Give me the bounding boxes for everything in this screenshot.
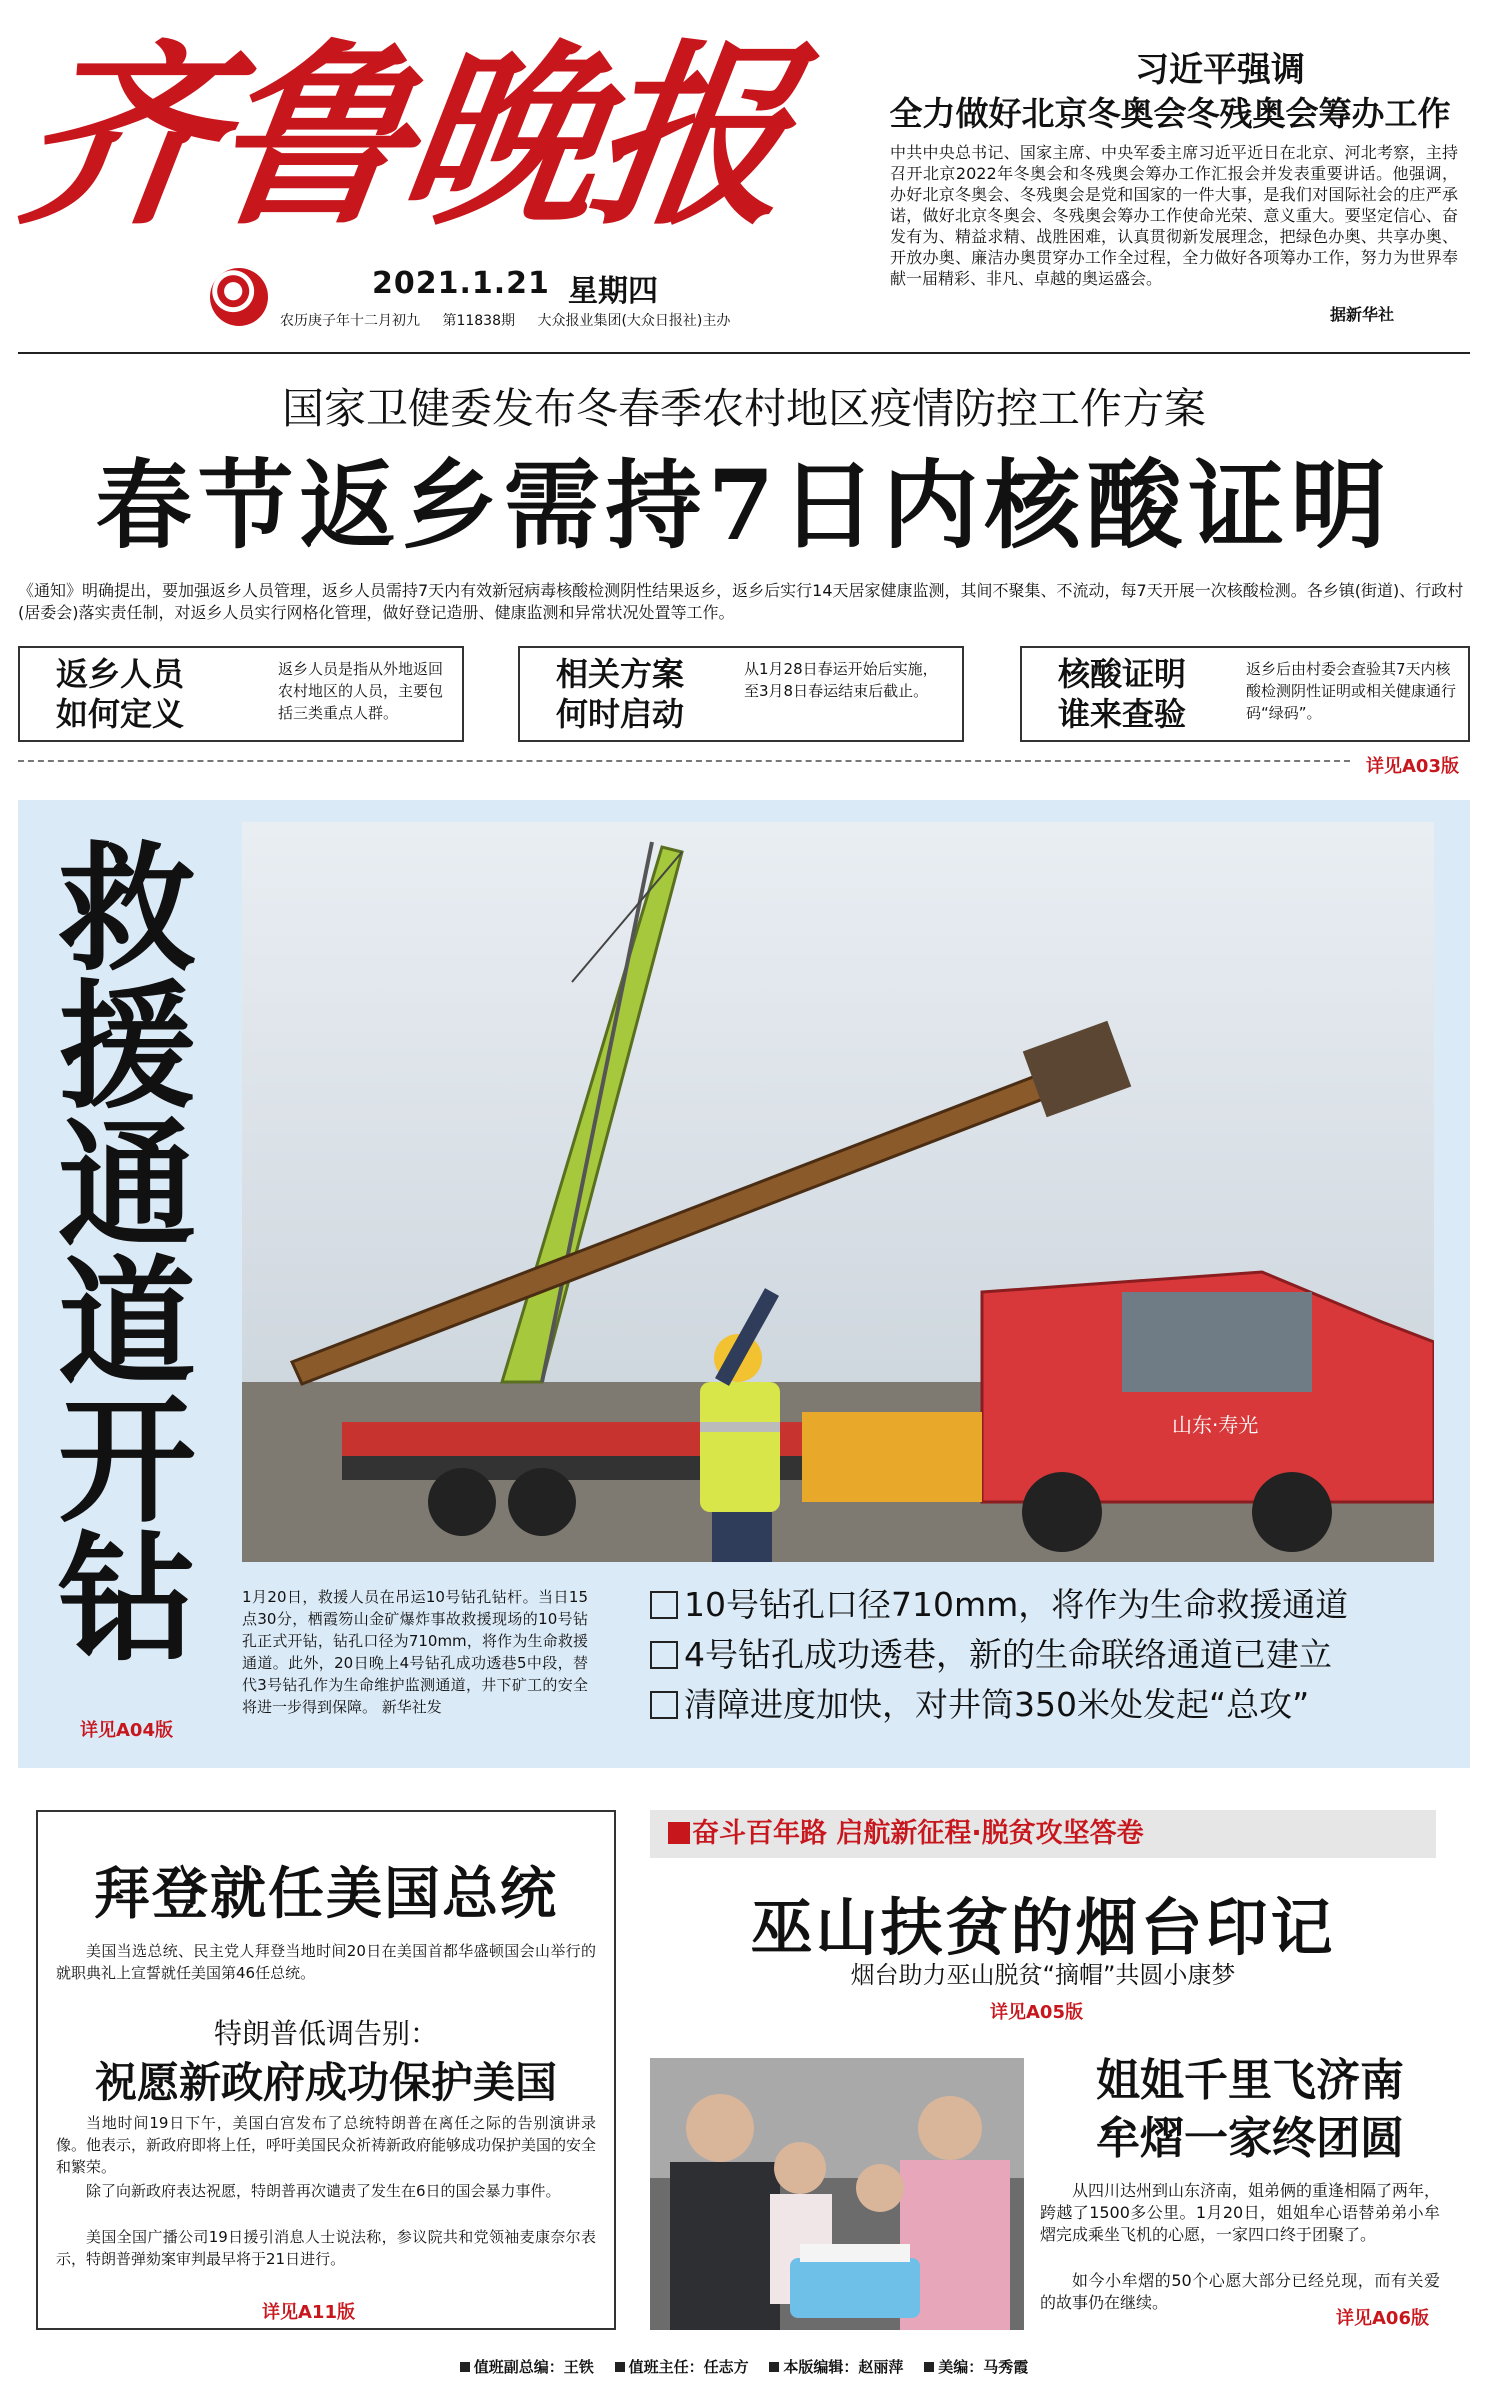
xi-title: 习近平强调 xyxy=(1135,50,1305,90)
see-page-link[interactable]: 详见A04版 xyxy=(80,1720,173,1741)
xi-body: 中共中央总书记、国家主席、中央军委主席习近平近日在北京、河北考察，主持召开北京2022年冬奥会和冬残奥会筹办工作汇报会并发表重要讲话。他强调，办好北京冬奥会、冬残奥会是党和国家的一件大事，是我们对国际社会的庄严承诺，做好北京冬奥会、冬残奥会筹办工作使命光荣、意义重大。要坚定信心、奋发有为、精益求精、战胜困难，认真贯彻新发展理念，把绿色办奥、共享办奥、开放办奥、廉洁办奥贯穿办工作全过程，全力做好各项筹办工作，努力为世界奉献一届精彩、非凡、卓越的奥运盛会。 xyxy=(890,143,1458,288)
info-box-title: 核酸证明 谁来查验 xyxy=(1058,655,1187,733)
poverty-subhead: 烟台助力巫山脱贫“摘帽”共圆小康梦 xyxy=(850,1961,1236,1989)
editor-credits xyxy=(0,2356,1488,2377)
lead-notice: 《通知》明确提出，要加强返乡人员管理，返乡人员需持7天内有效新冠病毒核酸检测阴性结果返乡，返乡后实行14天居家健康监测，其间不聚集、不流动，每7天开展一次核酸检测。各乡镇(街道)、行政村(居委会)落实责任制，对返乡人员实行网格化管理，做好登记造册、健康监测和异常状况处置等工作。 xyxy=(18,581,1464,622)
checkbox-icon xyxy=(650,1591,678,1619)
list-item: 10号钻孔口径710mm，将作为生命救援通道 xyxy=(650,1580,1450,1630)
trump-subhead: 特朗普低调告别： xyxy=(213,2017,438,2050)
info-box-text: 返乡后由村委会查验其7天内核酸检测阴性证明或相关健康通行码“绿码”。 xyxy=(1246,660,1457,722)
poverty-headline[interactable]: 巫山扶贫的烟台印记 xyxy=(750,1891,1336,1964)
square-bullet-icon xyxy=(924,2362,934,2372)
see-page-link[interactable]: 详见A03版 xyxy=(1366,756,1459,777)
info-box-text: 从1月28日春运开始后实施，至3月8日春运结束后截止。 xyxy=(744,660,938,700)
issue-date: 2021.1.21 xyxy=(372,266,550,301)
info-box-title: 相关方案 何时启动 xyxy=(556,655,685,733)
trump-paragraph: 除了向新政府表达祝愿，特朗普再次谴责了发生在6日的国会暴力事件。 xyxy=(86,2182,561,2200)
family-photo xyxy=(650,2058,1024,2330)
credit-item: 值班主任：任志方 xyxy=(615,2358,749,2376)
lead-divider xyxy=(18,760,1350,762)
list-item: 清障进度加快，对井筒350米处发起“总攻” xyxy=(650,1680,1450,1730)
newspaper-logo: 齐鲁晚报 xyxy=(7,22,801,252)
see-page-link[interactable]: 详见A11版 xyxy=(262,2302,355,2323)
masthead-divider xyxy=(18,352,1470,354)
info-box-1 xyxy=(18,646,464,742)
publisher: 大众报业集团(大众日报社)主办 xyxy=(537,313,731,329)
xi-source: 据新华社 xyxy=(1330,305,1395,324)
trump-paragraph: 美国全国广播公司19日援引消息人士说法称，参议院共和党领袖麦康奈尔表示，特朗普弹劾案审判最早将于21日进行。 xyxy=(56,2228,596,2268)
list-item: 4号钻孔成功透巷，新的生命联络通道已建立 xyxy=(650,1630,1450,1680)
checkbox-icon xyxy=(650,1691,678,1719)
sister-paragraph: 如今小牟熠的50个心愿大部分已经兑现，而有关爱的故事仍在继续。 xyxy=(1040,2271,1440,2312)
logo-emblem-icon xyxy=(210,268,268,326)
see-page-link[interactable]: 详见A06版 xyxy=(1336,2308,1429,2329)
issue-number: 第11838期 xyxy=(442,313,515,329)
checkbox-icon xyxy=(650,1641,678,1669)
sister-paragraph: 从四川达州到山东济南，姐弟俩的重逢相隔了两年，跨越了1500多公里。1月20日，姐姐牟心语替弟弟小牟熠完成乘坐飞机的心愿，一家四口终于团聚了。 xyxy=(1040,2181,1441,2244)
rescue-caption: 1月20日，救援人员在吊运10号钻孔钻杆。当日15点30分，栖霞笏山金矿爆炸事故救援现场的10号钻孔正式开钻，钻孔口径为710mm，将作为生命救援通道。此外，20日晚上4号钻孔成功透巷5中段，替代3号钻孔作为生命维护监测通道，井下矿工的安全将进一步得到保障。 新华社发 xyxy=(242,1588,588,1716)
see-page-link[interactable]: 详见A05版 xyxy=(990,2002,1083,2023)
lead-subhead: 国家卫健委发布冬春季农村地区疫情防控工作方案 xyxy=(281,384,1206,433)
biden-paragraph: 美国当选总统、民主党人拜登当地时间20日在美国首都华盛顿国会山举行的就职典礼上宣誓就任美国第46任总统。 xyxy=(56,1942,596,1982)
rescue-photo-illustration xyxy=(242,822,1434,1562)
info-box-text: 返乡人员是指从外地返回农村地区的人员，主要包括三类重点人群。 xyxy=(278,660,444,722)
square-bullet-icon xyxy=(615,2362,625,2372)
sister-headline[interactable]: 姐姐千里飞济南 牟熠一家终团圆 xyxy=(1096,2055,1404,2164)
xi-subtitle[interactable]: 全力做好北京冬奥会冬残奥会筹办工作 xyxy=(889,94,1451,133)
rescue-bullets xyxy=(650,1580,1450,1730)
lead-headline[interactable]: 春节返乡需持7日内核酸证明 xyxy=(95,449,1393,562)
credit-item: 值班副总编：王铁 xyxy=(460,2358,594,2376)
square-bullet-icon xyxy=(460,2362,470,2372)
info-box-2 xyxy=(518,646,964,742)
family-photo-illustration xyxy=(650,2058,1024,2330)
rescue-photo xyxy=(242,822,1434,1562)
credit-item: 美编：马秀霞 xyxy=(924,2358,1028,2376)
lunar-date: 农历庚子年十二月初九 xyxy=(280,313,420,329)
section-band: 奋斗百年路 启航新征程·脱贫攻坚答卷 xyxy=(650,1810,1436,1858)
biden-headline[interactable]: 拜登就任美国总统 xyxy=(94,1861,558,1927)
info-box-title: 返乡人员 如何定义 xyxy=(56,655,185,733)
truck-label: 山东·寿光 xyxy=(1172,1413,1259,1437)
issue-weekday: 星期四 xyxy=(568,274,658,309)
credit-item: 本版编辑：赵丽萍 xyxy=(769,2358,903,2376)
issue-meta xyxy=(280,310,748,330)
trump-headline[interactable]: 祝愿新政府成功保护美国 xyxy=(94,2058,557,2107)
band-square-icon xyxy=(668,1822,690,1844)
trump-paragraph: 当地时间19日下午，美国白宫发布了总统特朗普在离任之际的告别演讲录像。他表示，新政府即将上任，呼吁美国民众祈祷新政府能够成功保护美国的安全和繁荣。 xyxy=(56,2114,597,2176)
info-box-3 xyxy=(1020,646,1470,742)
rescue-vertical-headline[interactable]: 救 援 通 道 开 钻 xyxy=(58,827,197,1680)
square-bullet-icon xyxy=(769,2362,779,2372)
